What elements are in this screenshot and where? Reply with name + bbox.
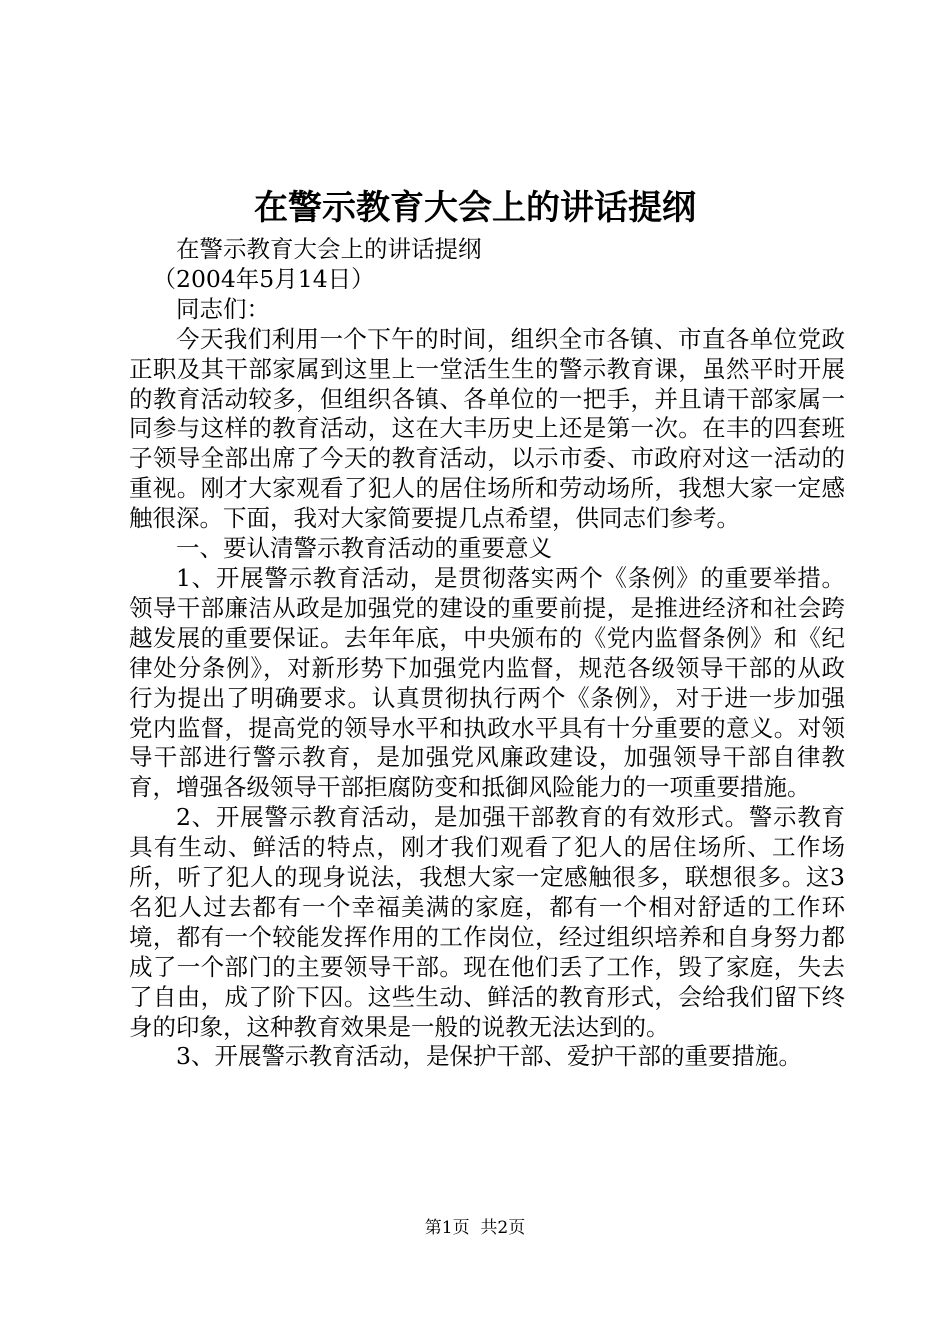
- date-line: （2004年5月14日）: [152, 264, 375, 293]
- page-total: 共2页: [480, 1218, 526, 1238]
- page-footer: [0, 1216, 950, 1240]
- document-body: [129, 235, 845, 1072]
- page-number: 第1页: [424, 1218, 470, 1238]
- subtitle-line: 在警示教育大会上的讲话提纲: [176, 235, 482, 263]
- salutation: 同志们：: [176, 294, 270, 323]
- body-paragraph: 今天我们利用一个下午的时间，组织全市各镇、市直各单位党政正职及其干部家属到这里上一堂活生生的警示教育课，虽然平时开展的教育活动较多，但组织各镇、各单位的一把手，并且请干部家属一同参与这样的教育活动，这在大丰历史上还是第一次。在丰的四套班子领导全部出席了今天的教育活动，以示市委、市政府对这一活动的重视。刚才大家观看了犯人的居住场所和劳动场所，我想大家一定感触很深。下面，我对大家简要提几点希望，供同志们参考。: [129, 324, 845, 533]
- section-heading: 一、要认清警示教育活动的重要意义: [176, 534, 552, 563]
- body-paragraph: 2、开展警示教育活动，是加强干部教育的有效形式。警示教育具有生动、鲜活的特点，刚才我们观看了犯人的居住场所、工作场所，听了犯人的现身说法，我想大家一定感触很多，联想很多。这3名犯人过去都有一个幸福美满的家庭，都有一个相对舒适的工作环境，都有一个较能发挥作用的工作岗位，经过组织培养和自身努力都成了一个部门的主要领导干部。现在他们丢了工作，毁了家庭，失去了自由，成了阶下囚。这些生动、鲜活的教育形式，会给我们留下终身的印象，这种教育效果是一般的说教无法达到的。: [129, 803, 845, 1041]
- document-title: 在警示教育大会上的讲话提纲: [254, 188, 696, 228]
- body-paragraph: 3、开展警示教育活动，是保护干部、爱护干部的重要措施。: [176, 1042, 802, 1071]
- body-paragraph: 1、开展警示教育活动，是贯彻落实两个《条例》的重要举措。领导干部廉洁从政是加强党的建设的重要前提，是推进经济和社会跨越发展的重要保证。去年年底，中央颁布的《党内监督条例》和《纪律处分条例》，对新形势下加强党内监督，规范各级领导干部的从政行为提出了明确要求。认真贯彻执行两个《条例》，对于进一步加强党内监督，提高党的领导水平和执政水平具有十分重要的意义。对领导干部进行警示教育，是加强党风廉政建设，加强领导干部自律教育，增强各级领导干部拒腐防变和抵御风险能力的一项重要措施。: [129, 563, 845, 802]
